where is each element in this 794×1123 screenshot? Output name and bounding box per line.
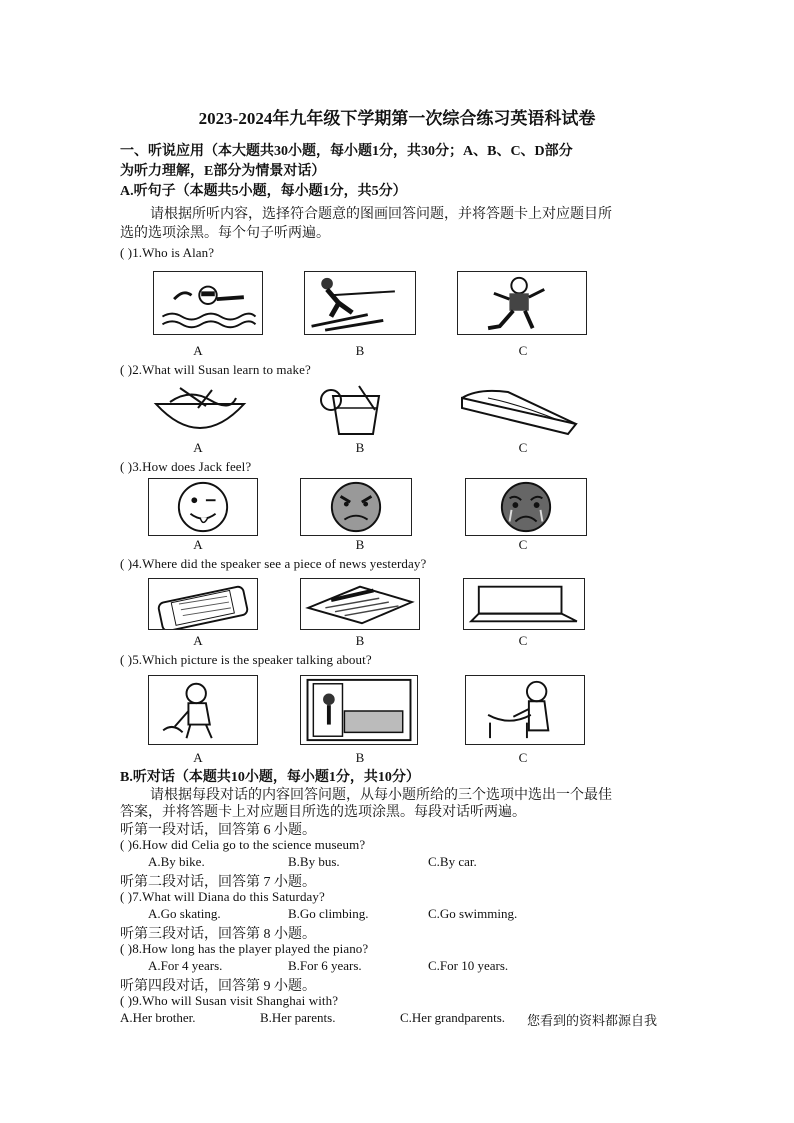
option-8a[interactable]: A.For 4 years. bbox=[148, 958, 223, 973]
option-letter: A bbox=[193, 633, 203, 648]
option-letter: A bbox=[193, 750, 203, 765]
part-b-instruction-1: 请根据每段对话的内容回答问题，从每小题所给的三个选项中选出一个最佳 bbox=[150, 788, 612, 803]
option-8c[interactable]: C.For 10 years. bbox=[428, 958, 509, 973]
kungfu-icon[interactable] bbox=[457, 271, 587, 335]
laptop-icon[interactable] bbox=[463, 578, 585, 630]
option-8b[interactable]: B.For 6 years. bbox=[288, 958, 362, 973]
washing-boy-icon[interactable] bbox=[465, 675, 585, 745]
question-2: ( )2.What will Susan learn to make? bbox=[120, 362, 311, 377]
option-7c[interactable]: C.Go swimming. bbox=[428, 906, 518, 921]
dialog-intro-4: 听第四段对话，回答第 9 小题。 bbox=[120, 979, 316, 994]
option-letter: A bbox=[193, 440, 203, 455]
option-letter: B bbox=[355, 343, 365, 358]
sweeping-boy-icon[interactable] bbox=[148, 675, 258, 745]
newspaper-icon[interactable] bbox=[300, 578, 420, 630]
option-6b[interactable]: B.By bus. bbox=[288, 854, 340, 869]
juice-icon[interactable] bbox=[303, 384, 407, 436]
dialog-intro-3: 听第三段对话，回答第 8 小题。 bbox=[120, 927, 316, 942]
skier-icon[interactable] bbox=[304, 271, 416, 335]
question-7: ( )7.What will Diana do this Saturday? bbox=[120, 889, 325, 904]
question-1: ( )1.Who is Alan? bbox=[120, 245, 215, 260]
option-7b[interactable]: B.Go climbing. bbox=[288, 906, 369, 921]
option-letter: A bbox=[193, 343, 203, 358]
option-letter: C bbox=[518, 750, 528, 765]
option-6a[interactable]: A.By bike. bbox=[148, 854, 205, 869]
sandwich-icon[interactable] bbox=[458, 384, 582, 436]
salad-bowl-icon[interactable] bbox=[150, 384, 250, 436]
question-3: ( )3.How does Jack feel? bbox=[120, 459, 252, 474]
part-b-heading: B.听对话（本题共10小题，每小题1分，共10分） bbox=[120, 770, 420, 785]
happy-face-icon[interactable] bbox=[148, 478, 258, 536]
question-6: ( )6.How did Celia go to the science museum? bbox=[120, 837, 366, 852]
question-9: ( )9.Who will Susan visit Shanghai with? bbox=[120, 993, 339, 1008]
option-letter: C bbox=[518, 537, 528, 552]
part-a-instruction-1: 请根据所听内容，选择符合题意的图画回答问题，并将答题卡上对应题目所 bbox=[150, 207, 612, 222]
trailing-note: 您看到的资料都源自我 bbox=[527, 1013, 658, 1028]
question-4: ( )4.Where did the speaker see a piece of news yesterday? bbox=[120, 556, 427, 571]
option-letter: B bbox=[355, 440, 365, 455]
option-letter: B bbox=[355, 750, 365, 765]
option-9c[interactable]: C.Her grandparents. bbox=[400, 1010, 506, 1025]
section-heading-line2: 为听力理解，E部分为情景对话） bbox=[120, 164, 326, 179]
question-5: ( )5.Which picture is the speaker talking about? bbox=[120, 652, 372, 667]
phone-icon[interactable] bbox=[148, 578, 258, 630]
option-letter: C bbox=[518, 633, 528, 648]
section-heading-line1: 一、听说应用（本大题共30小题，每小题1分，共30分；A、B、C、D部分 bbox=[120, 144, 573, 159]
page-title: 2023-2024年九年级下学期第一次综合练习英语科试卷 bbox=[198, 109, 596, 128]
dialog-intro-2: 听第二段对话，回答第 7 小题。 bbox=[120, 875, 316, 890]
option-6c[interactable]: C.By car. bbox=[428, 854, 477, 869]
making-bed-icon[interactable] bbox=[300, 675, 418, 745]
option-letter: A bbox=[193, 537, 203, 552]
question-8: ( )8.How long has the player played the piano? bbox=[120, 941, 369, 956]
option-9b[interactable]: B.Her parents. bbox=[260, 1010, 336, 1025]
option-7a[interactable]: A.Go skating. bbox=[148, 906, 221, 921]
option-letter: B bbox=[355, 537, 365, 552]
swimmer-icon[interactable] bbox=[153, 271, 263, 335]
option-9a[interactable]: A.Her brother. bbox=[120, 1010, 196, 1025]
part-a-instruction-2: 选的选项涂黑。每个句子听两遍。 bbox=[120, 226, 330, 241]
part-b-instruction-2: 答案，并将答题卡上对应题目所选的选项涂黑。每段对话听两遍。 bbox=[120, 805, 526, 820]
angry-face-icon[interactable] bbox=[300, 478, 412, 536]
crying-face-icon[interactable] bbox=[465, 478, 587, 536]
option-letter: C bbox=[518, 440, 528, 455]
option-letter: B bbox=[355, 633, 365, 648]
part-a-heading: A.听句子（本题共5小题，每小题1分，共5分） bbox=[120, 184, 407, 199]
option-letter: C bbox=[518, 343, 528, 358]
dialog-intro-1: 听第一段对话，回答第 6 小题。 bbox=[120, 823, 316, 838]
